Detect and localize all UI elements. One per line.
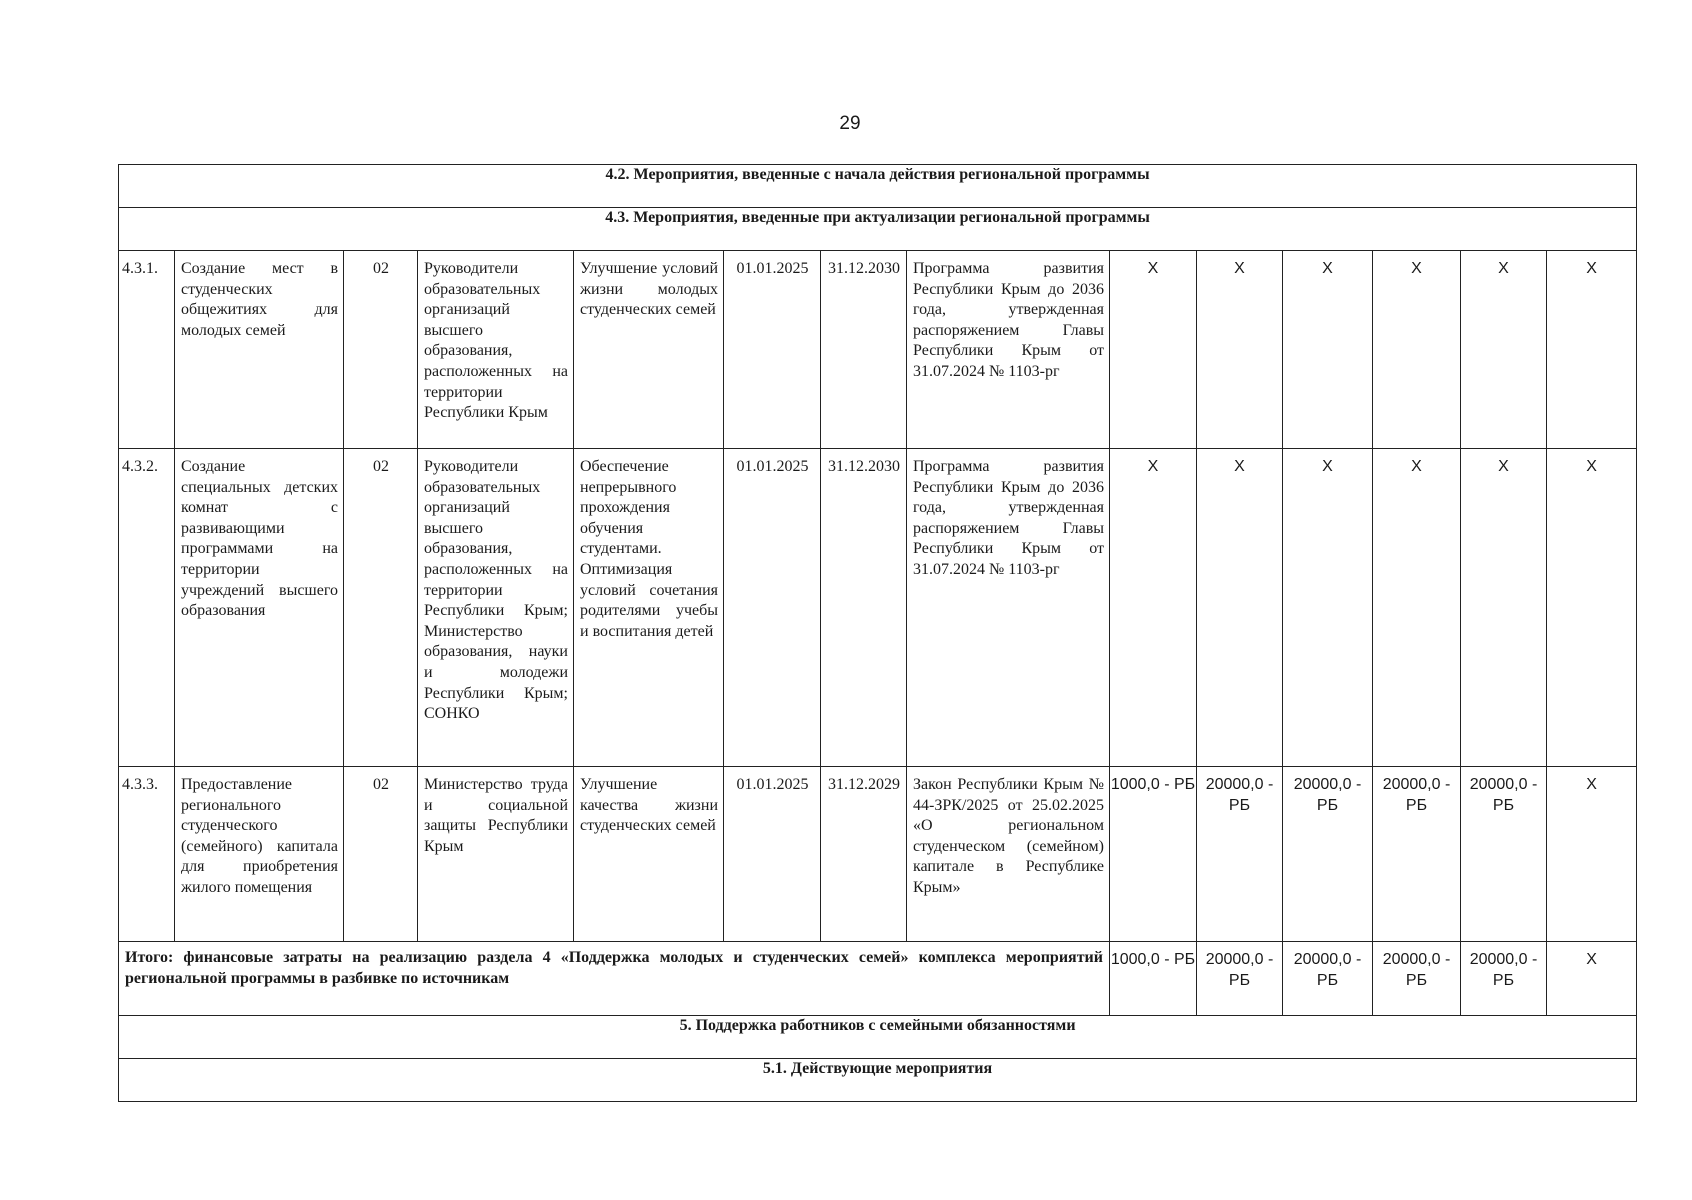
- expected-result: Обеспечение непрерывного прохождения обучения студентами. Оптимизация условий сочетания родителями учебы и воспитания детей: [574, 449, 724, 767]
- funding-cell: Х: [1283, 449, 1373, 767]
- start-date: 01.01.2025: [724, 251, 821, 449]
- measure-code: 02: [344, 251, 418, 449]
- funding-cell: Х: [1197, 251, 1283, 449]
- measure-code: 02: [344, 449, 418, 767]
- row-number: 4.3.1.: [119, 251, 175, 449]
- funding-cell: Х: [1547, 251, 1637, 449]
- funding-cell: 20000,0 - РБ: [1283, 767, 1373, 942]
- start-date: 01.01.2025: [724, 449, 821, 767]
- funding-cell: 20000,0 - РБ: [1373, 767, 1461, 942]
- total-funding-cell: Х: [1547, 942, 1637, 1016]
- funding-cell: Х: [1547, 767, 1637, 942]
- section-row-4-2: [119, 165, 1637, 208]
- section-heading-4-3: 4.3. Мероприятия, введенные при актуализации региональной программы: [119, 208, 1637, 251]
- total-label: Итого: финансовые затраты на реализацию раздела 4 «Поддержка молодых и студенческих семей» комплекса мероприятий региональной программы в разбивке по источникам: [119, 942, 1110, 1016]
- responsible-party: Руководители образовательных организаций высшего образования, расположенных на территории Республики Крым; Министерство образования, науки и молодежи Республики Крым; СОНКО: [418, 449, 574, 767]
- table-row: [119, 449, 1637, 767]
- section-row-5: [119, 1016, 1637, 1059]
- measure-name: Создание специальных детских комнат с развивающими программами на территории учреждений высшего образования: [175, 449, 344, 767]
- section-row-5-1: [119, 1059, 1637, 1102]
- funding-cell: Х: [1283, 251, 1373, 449]
- total-funding-cell: 20000,0 - РБ: [1461, 942, 1547, 1016]
- funding-cell: 20000,0 - РБ: [1197, 767, 1283, 942]
- funding-cell: 1000,0 - РБ: [1110, 767, 1197, 942]
- funding-cell: Х: [1197, 449, 1283, 767]
- section-row-4-3: [119, 208, 1637, 251]
- legal-basis: Программа развития Республики Крым до 2036 года, утвержденная распоряжением Главы Республики Крым от 31.07.2024 № 1103-рг: [907, 251, 1110, 449]
- measure-code: 02: [344, 767, 418, 942]
- row-number: 4.3.3.: [119, 767, 175, 942]
- funding-cell: Х: [1373, 251, 1461, 449]
- expected-result: Улучшение условий жизни молодых студенческих семей: [574, 251, 724, 449]
- end-date: 31.12.2030: [821, 449, 907, 767]
- funding-cell: Х: [1547, 449, 1637, 767]
- legal-basis: Закон Республики Крым № 44-ЗРК/2025 от 25.02.2025 «О региональном студенческом (семейном) капитале в Республике Крым»: [907, 767, 1110, 942]
- end-date: 31.12.2029: [821, 767, 907, 942]
- total-funding-cell: 20000,0 - РБ: [1283, 942, 1373, 1016]
- legal-basis: Программа развития Республики Крым до 2036 года, утвержденная распоряжением Главы Республики Крым от 31.07.2024 № 1103-рг: [907, 449, 1110, 767]
- page-number: 29: [839, 113, 861, 134]
- funding-cell: Х: [1110, 449, 1197, 767]
- measure-name: Предоставление регионального студенческого (семейного) капитала для приобретения жилого помещения: [175, 767, 344, 942]
- funding-cell: Х: [1110, 251, 1197, 449]
- funding-cell: Х: [1461, 251, 1547, 449]
- funding-cell: Х: [1373, 449, 1461, 767]
- expected-result: Улучшение качества жизни студенческих семей: [574, 767, 724, 942]
- section-heading-4-2: 4.2. Мероприятия, введенные с начала действия региональной программы: [119, 165, 1637, 208]
- section-heading-5-1: 5.1. Действующие мероприятия: [119, 1059, 1637, 1102]
- responsible-party: Министерство труда и социальной защиты Республики Крым: [418, 767, 574, 942]
- total-funding-cell: 1000,0 - РБ: [1110, 942, 1197, 1016]
- end-date: 31.12.2030: [821, 251, 907, 449]
- section-heading-5: 5. Поддержка работников с семейными обязанностями: [119, 1016, 1637, 1059]
- total-row: [119, 942, 1637, 1016]
- measures-table: [118, 164, 1637, 1102]
- funding-cell: 20000,0 - РБ: [1461, 767, 1547, 942]
- funding-cell: Х: [1461, 449, 1547, 767]
- row-number: 4.3.2.: [119, 449, 175, 767]
- table-row: [119, 767, 1637, 942]
- table-row: [119, 251, 1637, 449]
- measure-name: Создание мест в студенческих общежитиях для молодых семей: [175, 251, 344, 449]
- responsible-party: Руководители образовательных организаций высшего образования, расположенных на территории Республики Крым: [418, 251, 574, 449]
- start-date: 01.01.2025: [724, 767, 821, 942]
- total-funding-cell: 20000,0 - РБ: [1197, 942, 1283, 1016]
- total-funding-cell: 20000,0 - РБ: [1373, 942, 1461, 1016]
